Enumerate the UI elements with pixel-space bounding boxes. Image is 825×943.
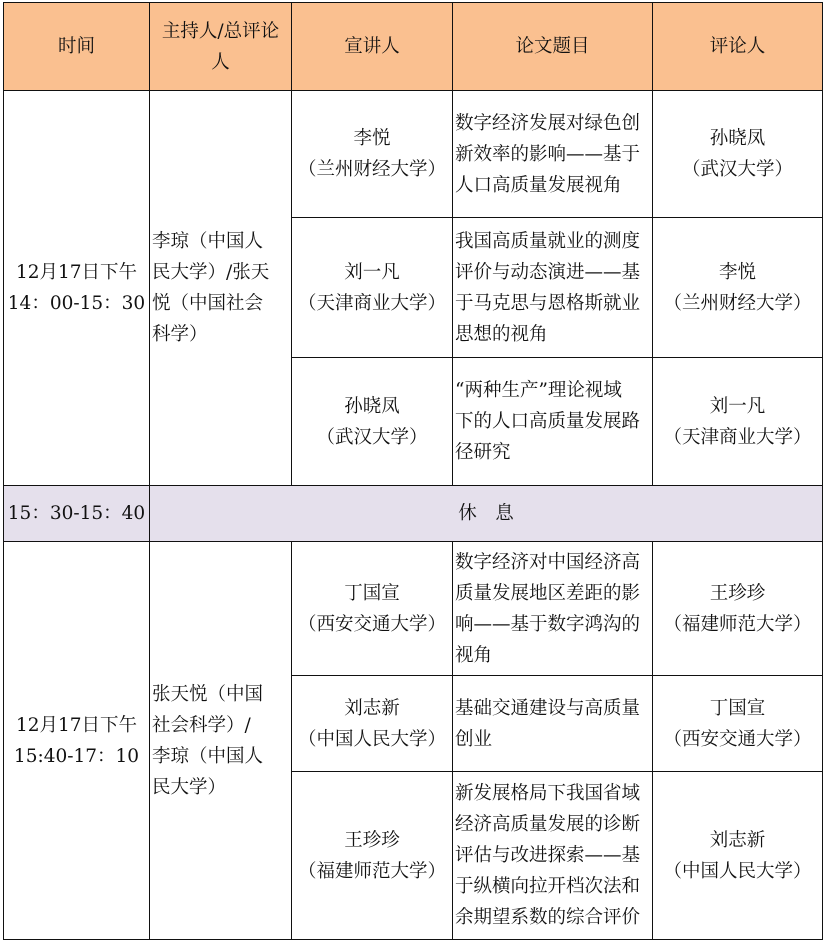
session1-paper-3: “两种生产”理论视域 下的人口高质量发展路 径研究 [453, 358, 653, 486]
session1-speaker-2: 刘一凡 （天津商业大学） [292, 218, 453, 358]
header-discussant: 评论人 [653, 3, 823, 91]
session2-paper-3: 新发展格局下我国省域 经济高质量发展的诊断 评估与改进探索——基 于纵横向拉开档次法和 余期望系数的综合评价 [453, 772, 653, 940]
session2-discussant-3: 刘志新 （中国人民大学） [653, 772, 823, 940]
table-row [4, 91, 823, 218]
session2-time: 12月17日下午 15:40-17：10 [4, 542, 150, 940]
header-paper: 论文题目 [453, 3, 653, 91]
break-row [4, 486, 823, 542]
session1-discussant-3: 刘一凡 （天津商业大学） [653, 358, 823, 486]
session1-discussant-1: 孙晓凤 （武汉大学） [653, 91, 823, 218]
session2-speaker-1: 丁国宣 （西安交通大学） [292, 542, 453, 676]
session2-speaker-3: 王珍珍 （福建师范大学） [292, 772, 453, 940]
session1-paper-1: 数字经济发展对绿色创 新效率的影响——基于 人口高质量发展视角 [453, 91, 653, 218]
schedule-table [3, 2, 823, 940]
header-host: 主持人/总评论人 [150, 3, 292, 91]
break-label: 休 息 [150, 486, 823, 542]
session1-host: 李琼（中国人 民大学）/张天 悦（中国社会 科学） [150, 91, 292, 486]
break-time: 15：30-15：40 [4, 486, 150, 542]
session1-speaker-1: 李悦 （兰州财经大学） [292, 91, 453, 218]
session2-speaker-2: 刘志新 （中国人民大学） [292, 676, 453, 772]
header-speaker: 宣讲人 [292, 3, 453, 91]
session2-discussant-2: 丁国宣 （西安交通大学） [653, 676, 823, 772]
session2-host: 张天悦（中国 社会科学）/ 李琼（中国人 民大学） [150, 542, 292, 940]
session1-speaker-3: 孙晓凤 （武汉大学） [292, 358, 453, 486]
session2-paper-2: 基础交通建设与高质量 创业 [453, 676, 653, 772]
header-row [4, 3, 823, 91]
session1-time: 12月17日下午 14：00-15：30 [4, 91, 150, 486]
session2-paper-1: 数字经济对中国经济高 质量发展地区差距的影 响——基于数字鸿沟的 视角 [453, 542, 653, 676]
table-row [4, 542, 823, 676]
session1-discussant-2: 李悦 （兰州财经大学） [653, 218, 823, 358]
session2-discussant-1: 王珍珍 （福建师范大学） [653, 542, 823, 676]
header-time: 时间 [4, 3, 150, 91]
session1-paper-2: 我国高质量就业的测度 评价与动态演进——基 于马克思与恩格斯就业 思想的视角 [453, 218, 653, 358]
